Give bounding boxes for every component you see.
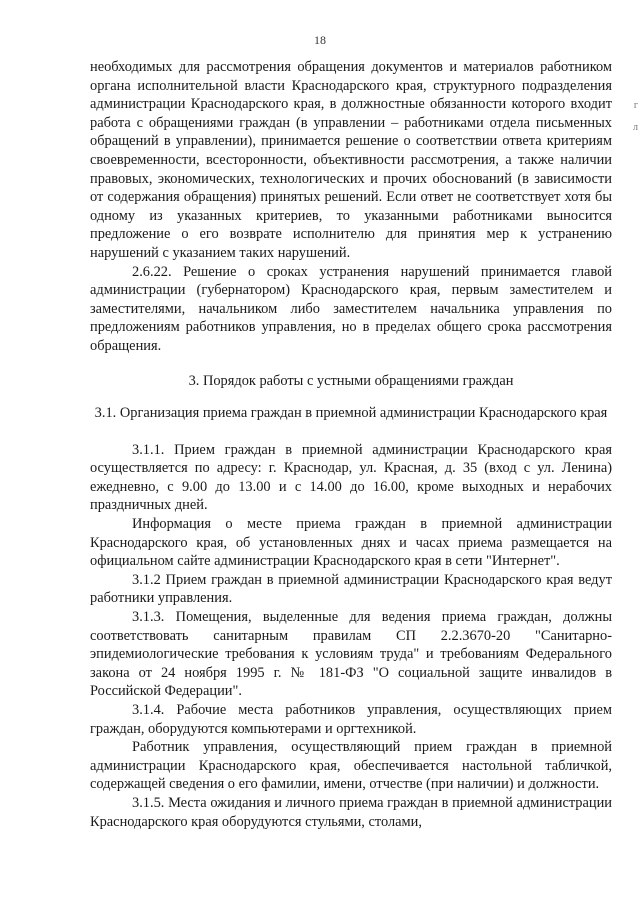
- paragraph-3-1-2: 3.1.2 Прием граждан в приемной администрации Краснодарского края ведут работники управления.: [90, 571, 612, 607]
- subsection-heading: 3.1. Организация приема граждан в приемной администрации Краснодарского края: [94, 405, 608, 422]
- paragraph-3-1-1: 3.1.1. Прием граждан в приемной администрации Краснодарского края осуществляется по адресу: г. Краснодар, ул. Красная, д. 35 (вход с ул. Ленина) ежедневно, с 9.00 до 13.00 и с 14.00 до 16.00, кроме выходных и нерабочих праздничных дней.: [90, 441, 612, 514]
- page-number: 18: [314, 33, 326, 47]
- section-heading: 3. Порядок работы с устными обращениями граждан: [188, 372, 514, 389]
- paragraph-2-6-22: 2.6.22. Решение о сроках устранения нарушений принимается главой администрации (губернатором) Краснодарского края, первым заместителем и заместителями, начальником либо заместителем начальника управления по предложениям работников управления, но в пределах общего срока рассмотрения обращения.: [90, 263, 612, 354]
- edge-mark: г: [633, 100, 638, 111]
- paragraph-3-1-5: 3.1.5. Места ожидания и личного приема граждан в приемной администрации Краснодарского края оборудуются стульями, столами,: [90, 794, 612, 830]
- paragraph-3-1-3: 3.1.3. Помещения, выделенные для ведения приема граждан, должны соответствовать санитарным правилам СП 2.2.3670-20 "Санитарно-эпидемиологические требования к условиям труда" и требованиям Федерального закона от 24 ноября 1995 г. № 181-ФЗ "О социальной защите инвалидов в Российской Федерации".: [90, 609, 612, 700]
- paragraph-table-sign: Работник управления, осуществляющий прием граждан в приемной администрации Краснодарского края, обеспечивается настольной табличкой, содержащей сведения о его фамилии, имени, отчестве (при наличии) и должности.: [90, 739, 612, 793]
- edge-mark: л: [633, 122, 638, 133]
- paragraph-3-1-4: 3.1.4. Рабочие места работников управления, осуществляющих прием граждан, оборудуются компьютерами и оргтехникой.: [90, 702, 612, 737]
- paragraph-info: Информация о месте приема граждан в приемной администрации Краснодарского края, об установленных днях и часах приема размещается на официальном сайте администрации Краснодарского края в сети "Интернет".: [90, 516, 612, 570]
- paragraph-continuation: необходимых для рассмотрения обращения документов и материалов работником органа исполнительной власти Краснодарского края, структурного подразделения администрации Краснодарского края, в должностные обязанности которого входит работа с обращениями граждан (в управлении – работниками отдела письменных обращений в управлении), принимается решение о соответствии ответа критериям своевременности, всесторонности, объективности рассмотрения, а также наличии правовых, экономических, технологических и прочих обоснований (в зависимости от содержания обращения) принятых решений. Если ответ не соответствует хотя бы одному из указанных критериев, то указанными работниками выносится предложение о его возврате исполнителю для принятия мер к устранению нарушений с указанием таких нарушений.: [90, 59, 612, 261]
- page-body: [90, 58, 612, 831]
